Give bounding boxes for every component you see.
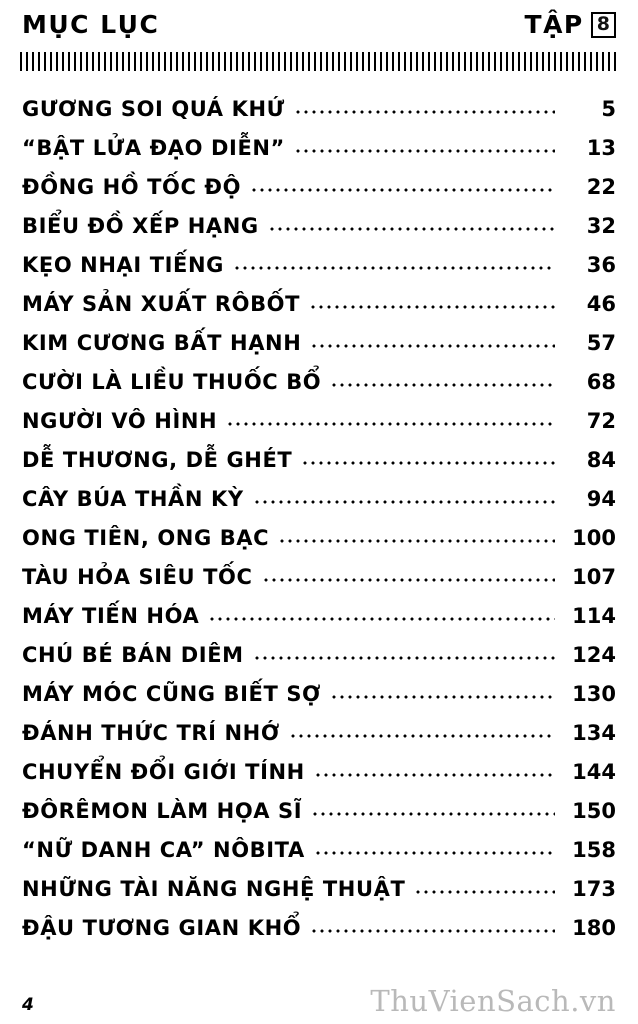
list-item[interactable] <box>18 237 620 276</box>
toc-entry-title: DỄ THƯƠNG, DỄ GHÉT <box>22 447 293 472</box>
leader-dots <box>311 812 555 816</box>
list-item[interactable] <box>18 315 620 354</box>
toc-entry-title: KẸO NHẠI TIẾNG <box>22 252 225 277</box>
toc-entry-page: 32 <box>586 213 616 238</box>
toc-entry-page: 114 <box>572 603 616 628</box>
volume-number-box: 8 <box>591 12 616 38</box>
toc-entry-title: “NỮ DANH CA” NÔBITA <box>22 837 305 862</box>
list-item[interactable] <box>18 198 620 237</box>
list-item[interactable] <box>18 510 620 549</box>
list-item[interactable] <box>18 705 620 744</box>
toc-entry-page: 84 <box>586 447 616 472</box>
toc-entry-title: ĐẬU TƯƠNG GIAN KHỔ <box>22 915 302 940</box>
toc-entry-title: NGƯỜI VÔ HÌNH <box>22 408 218 433</box>
toc-entry-page: 107 <box>572 564 616 589</box>
leader-dots <box>262 578 556 582</box>
toc-entry-page: 130 <box>572 681 616 706</box>
list-item[interactable] <box>18 666 620 705</box>
leader-dots <box>294 110 555 114</box>
list-item[interactable] <box>18 549 620 588</box>
page-title: MỤC LỤC <box>22 10 160 39</box>
page-number: 4 <box>22 995 34 1015</box>
toc-entry-title: CHÚ BÉ BÁN DIÊM <box>22 642 244 667</box>
list-item[interactable] <box>18 588 620 627</box>
leader-dots <box>294 149 555 153</box>
site-watermark: ThuVienSach.vn <box>370 984 616 1018</box>
leader-dots <box>233 266 555 270</box>
toc-entry-page: 173 <box>572 876 616 901</box>
toc-entry-page: 72 <box>586 408 616 433</box>
list-item[interactable] <box>18 900 620 939</box>
toc-entry-title: ĐÔRÊMON LÀM HỌA SĨ <box>22 798 303 823</box>
toc-entry-page: 158 <box>572 837 616 862</box>
leader-dots <box>253 500 555 504</box>
toc-entry-page: 94 <box>586 486 616 511</box>
toc-entry-page: 150 <box>572 798 616 823</box>
leader-dots <box>268 227 555 231</box>
page-header <box>18 10 620 50</box>
leader-dots <box>278 539 555 543</box>
leader-dots <box>253 656 555 660</box>
table-of-contents <box>18 81 620 939</box>
list-item[interactable] <box>18 471 620 510</box>
volume-label: TẬP <box>524 10 584 39</box>
toc-entry-page: 57 <box>586 330 616 355</box>
toc-entry-title: ĐÁNH THỨC TRÍ NHỚ <box>22 720 280 745</box>
toc-entry-page: 134 <box>572 720 616 745</box>
leader-dots <box>330 383 555 387</box>
toc-entry-title: MÁY SẢN XUẤT RÔBỐT <box>22 291 301 316</box>
leader-dots <box>414 890 555 894</box>
toc-entry-title: GƯƠNG SOI QUÁ KHỨ <box>22 96 285 121</box>
list-item[interactable] <box>18 120 620 159</box>
toc-entry-title: ĐỒNG HỒ TỐC ĐỘ <box>22 174 242 199</box>
toc-entry-title: MÁY MÓC CŨNG BIẾT SỢ <box>22 681 321 706</box>
toc-entry-title: MÁY TIẾN HÓA <box>22 603 200 628</box>
toc-entry-title: KIM CƯƠNG BẤT HẠNH <box>22 330 302 355</box>
toc-entry-title: “BẬT LỬA ĐẠO DIỄN” <box>22 135 285 160</box>
list-item[interactable] <box>18 861 620 900</box>
list-item[interactable] <box>18 276 620 315</box>
decorative-tick-rule <box>20 52 618 71</box>
toc-entry-title: CHUYỂN ĐỔI GIỚI TÍNH <box>22 759 305 784</box>
leader-dots <box>250 188 555 192</box>
toc-entry-page: 68 <box>586 369 616 394</box>
volume-indicator <box>525 10 616 39</box>
leader-dots <box>301 461 555 465</box>
list-item[interactable] <box>18 822 620 861</box>
toc-entry-title: NHỮNG TÀI NĂNG NGHỆ THUẬT <box>22 876 406 901</box>
list-item[interactable] <box>18 744 620 783</box>
list-item[interactable] <box>18 783 620 822</box>
list-item[interactable] <box>18 159 620 198</box>
toc-entry-page: 144 <box>572 759 616 784</box>
leader-dots <box>309 305 555 309</box>
toc-entry-page: 36 <box>586 252 616 277</box>
toc-entry-title: BIỂU ĐỒ XẾP HẠNG <box>22 213 259 238</box>
toc-entry-page: 13 <box>586 135 616 160</box>
leader-dots <box>289 734 555 738</box>
toc-entry-title: CƯỜI LÀ LIỀU THUỐC BỔ <box>22 369 322 394</box>
toc-entry-page: 22 <box>586 174 616 199</box>
leader-dots <box>208 617 555 621</box>
leader-dots <box>310 344 555 348</box>
toc-entry-page: 180 <box>572 915 616 940</box>
toc-entry-page: 124 <box>572 642 616 667</box>
toc-entry-title: CÂY BÚA THẦN KỲ <box>22 486 244 511</box>
toc-entry-title: TÀU HỎA SIÊU TỐC <box>22 564 253 589</box>
toc-entry-page: 100 <box>572 525 616 550</box>
leader-dots <box>330 695 555 699</box>
toc-entry-page: 5 <box>601 96 616 121</box>
list-item[interactable] <box>18 393 620 432</box>
leader-dots <box>226 422 555 426</box>
list-item[interactable] <box>18 81 620 120</box>
leader-dots <box>314 851 555 855</box>
list-item[interactable] <box>18 432 620 471</box>
leader-dots <box>314 773 555 777</box>
list-item[interactable] <box>18 354 620 393</box>
leader-dots <box>310 929 555 933</box>
list-item[interactable] <box>18 627 620 666</box>
toc-entry-title: ONG TIÊN, ONG BẠC <box>22 525 270 550</box>
toc-entry-page: 46 <box>586 291 616 316</box>
page-footer <box>0 978 638 1018</box>
